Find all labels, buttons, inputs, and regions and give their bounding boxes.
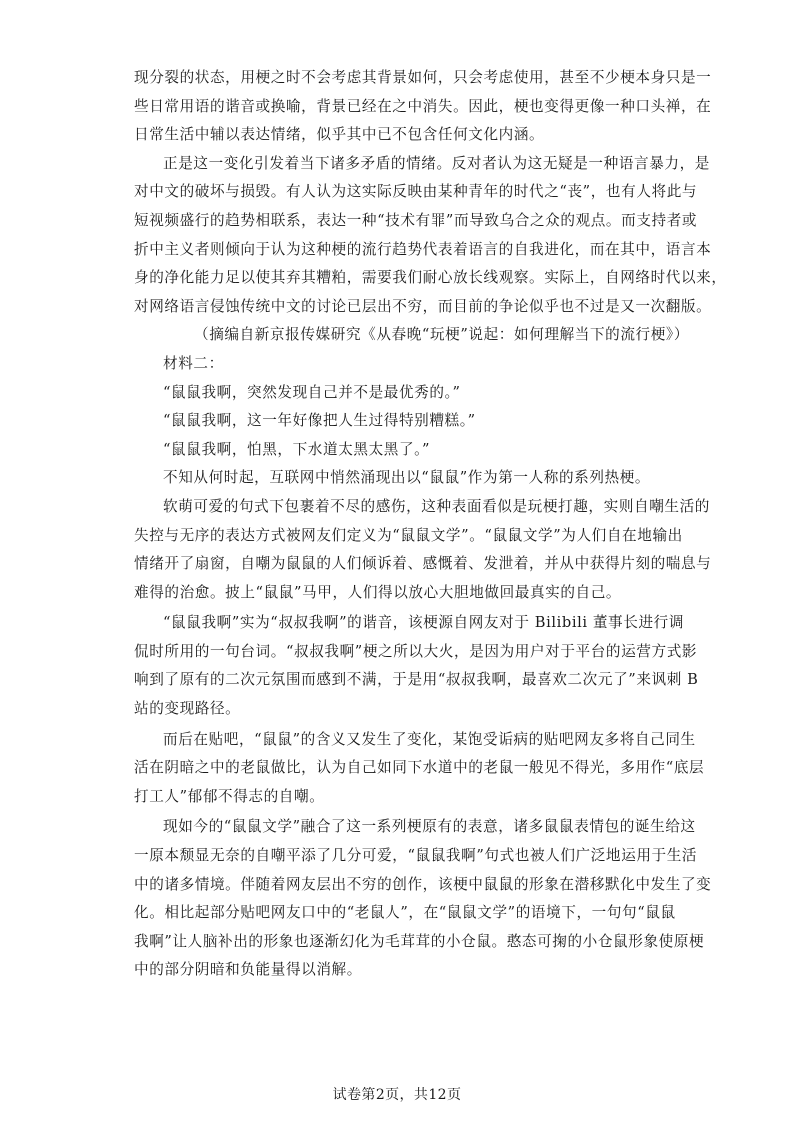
text-line: 对中文的破坏与损毁。有人认为这实际反映由某种青年的时代之“丧”，也有人将此与 [134,183,698,201]
paragraph-carry-over [134,64,712,150]
text-line: “鼠鼠我啊”实为“叔叔我啊”的谐音，该梗源自网友对于 Bilibili 董事长进行调 [163,614,685,632]
text-line: 情绪开了扇窗，自嘲为鼠鼠的人们倾诉着、感慨着、发泄着，并从中获得片刻的喘息与 [134,555,712,573]
paragraph-tieba [134,726,705,812]
text-line: 日常生活中辅以表达情绪，似乎其中已不包含任何文化内涵。 [134,126,545,144]
quote-list [134,379,662,465]
text-line: 而后在贴吧，“鼠鼠”的含义又发生了变化，某饱受诟病的贴吧网友多将自己同生 [163,730,696,748]
text-line: 打工人”郁郁不得志的自嘲。 [134,787,325,805]
paragraph-origin [134,609,699,723]
material-label: 材料二： [163,354,224,372]
text-line: 化。相比起部分贴吧网友口中的“老鼠人”，在“鼠鼠文学”的语境下，一句句“鼠鼠 [134,904,676,922]
text-line: 软萌可爱的句式下包裹着不尽的感伤，这种表面看似是玩梗打趣，实则自嘲生活的 [163,497,710,515]
text-line: 身的净化能力足以使其弃其糟粕，需要我们耐心放长线观察。实际上，自网络时代以来， [134,269,727,287]
quote-line: “鼠鼠我啊，怕黑，下水道太黑太黑了。” [163,440,431,458]
paragraph-now [134,813,712,985]
text-line: 活在阴暗之中的老鼠做比，认为自己如同下水道中的老鼠一般见不得光，多用作“底层 [134,759,705,777]
text-line: 我啊”让人脑补出的形象也逐渐幻化为毛茸茸的小仓鼠。憨态可掬的小仓鼠形象使原梗 [134,932,705,950]
text-line: 短视频盛行的趋势相联系，表达一种“技术有罪”而导致乌合之众的观点。而支持者或 [134,211,698,229]
text-line: 站的变现路径。 [134,700,241,718]
text-line: 对网络语言侵蚀传统中文的讨论已层出不穷，而目前的争论似乎也不过是又一次翻版。 [134,297,712,315]
paragraph-cute [134,493,712,607]
article-body [134,64,727,985]
paragraph-controversy [134,150,727,322]
text-line: 现如今的“鼠鼠文学”融合了这一系列梗原有的表意，诸多鼠鼠表情包的诞生给这 [163,818,696,836]
text-line: 些日常用语的谐音或换喻，背景已经在之中消失。因此，梗也变得更像一种口头禅，在 [134,97,712,115]
quote-line: “鼠鼠我啊，突然发现自己并不是最优秀的。” [163,383,461,401]
text-line: 折中主义者则倾向于认为这种梗的流行趋势代表着语言的自我进化，而在其中，语言本 [134,240,712,258]
paragraph-intro: 不知从何时起，互联网中悄然涌现出以“鼠鼠”作为第一人称的系列热梗。 [163,469,651,487]
text-line: 中的诸多情境。伴随着网友层出不穷的创作，该梗中鼠鼠的形象在潜移默化中发生了变 [134,875,712,893]
text-line: 侃时所用的一句台词。“叔叔我啊”梗之所以大火，是因为用户对于平台的运营方式影 [134,642,698,660]
text-line: 响到了原有的二次元氛围而感到不满，于是用“叔叔我啊，最喜欢二次元了”来讽刺 B [134,671,699,689]
text-line: 现分裂的状态，用梗之时不会考虑其背景如何，只会考虑使用，甚至不少梗本身只是一 [134,69,712,86]
text-line: 难得的治愈。披上“鼠鼠”马甲，人们得以放心大胆地做回最真实的自己。 [134,583,622,601]
quote-line: “鼠鼠我啊，这一年好像把人生过得特别糟糕。” [163,412,476,430]
text-line: 中的部分阴暗和负能量得以消解。 [134,961,362,979]
text-line: 正是这一变化引发着当下诸多矛盾的情绪。反对者认为这无疑是一种语言暴力，是 [163,154,710,172]
text-line: 失控与无序的表达方式被网友们定义为“鼠鼠文学”。“鼠鼠文学”为人们自在地输出 [134,526,683,544]
source-citation: （摘编自新京报传媒研究《从春晚“玩梗”说起：如何理解当下的流行梗》） [194,326,690,344]
page-footer: 试卷第2页，共12页 [332,1087,462,1103]
text-line: 一原本颓显无奈的自嘲平添了几分可爱，“鼠鼠我啊”句式也被人们广泛地运用于生活 [134,847,698,865]
